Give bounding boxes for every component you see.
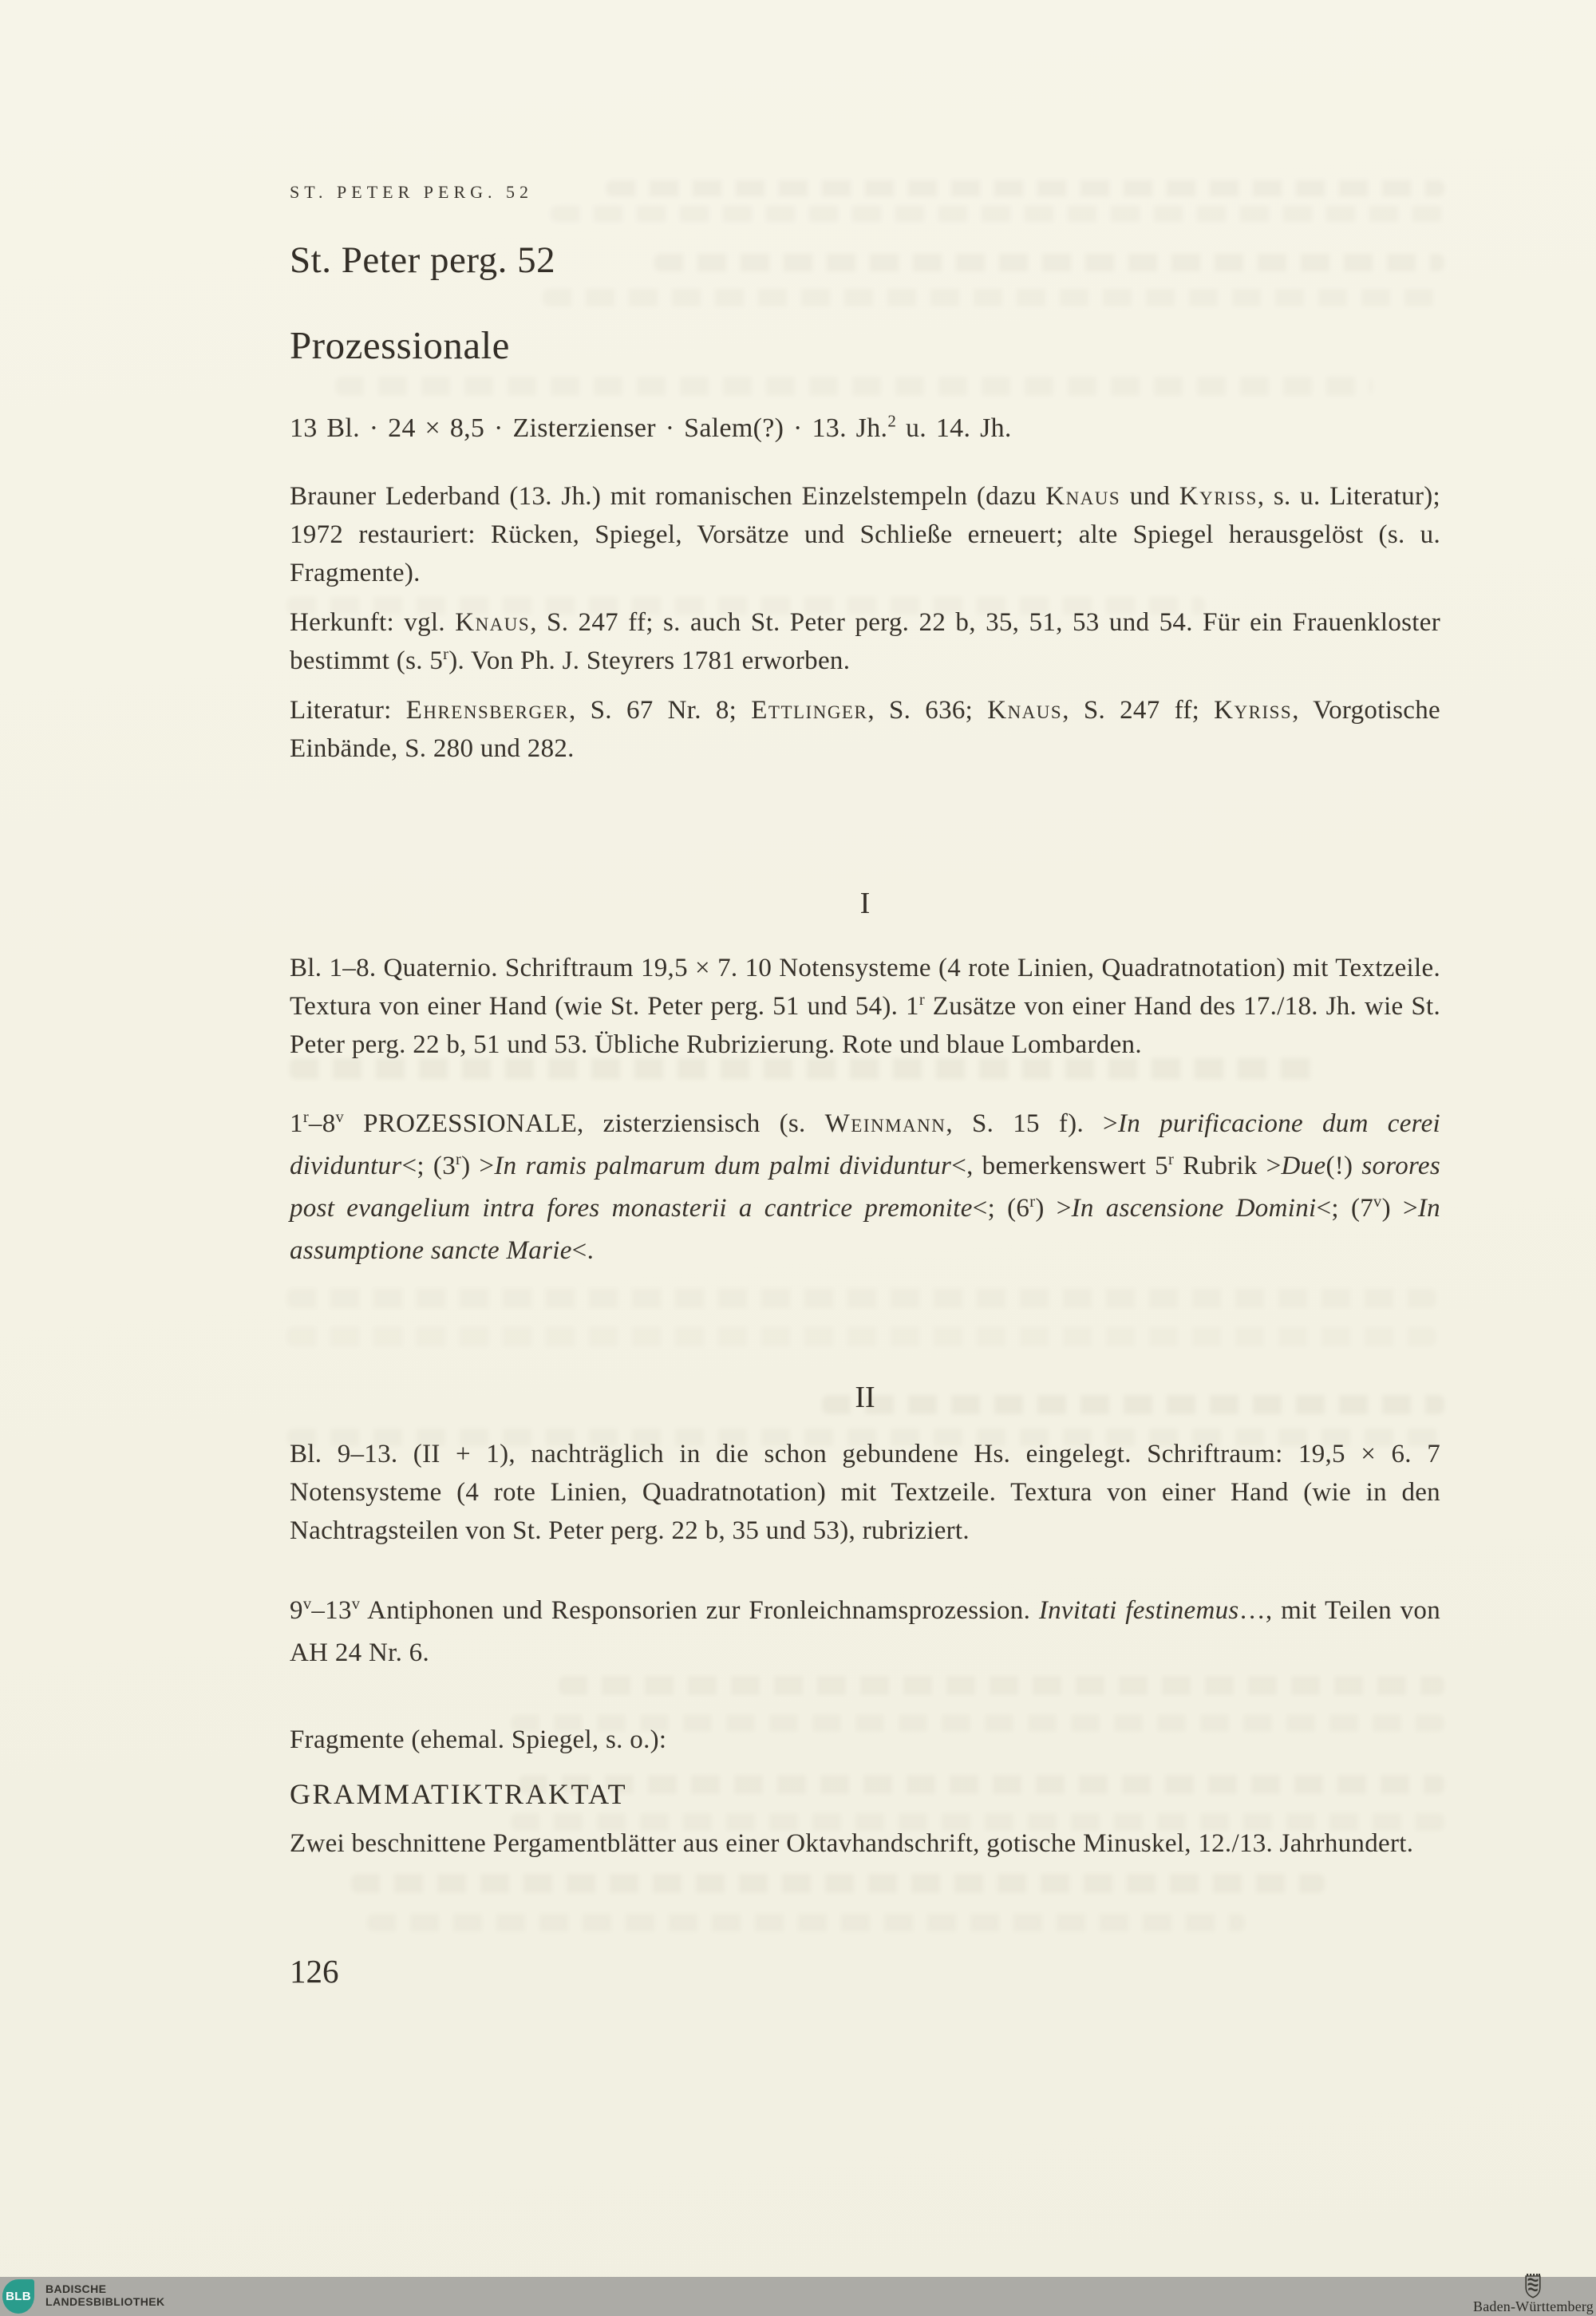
fragment-title: GRAMMATIKTRAKTAT [290,1778,628,1810]
blb-logo-icon [2,2279,34,2314]
fragments-intro: Fragmente (ehemal. Spiegel, s. o.): [290,1725,667,1754]
blb-logo-text: BLB [6,2290,31,2303]
running-head: ST. PETER PERG. 52 [290,182,534,202]
show-through-line [543,289,1444,306]
work-title: Prozessionale [290,323,510,367]
provenance-paragraph: Herkunft: vgl. Knaus, S. 247 ff; s. auch St. Peter perg. 22 b, 35, 51, 53 und 54. Für ein Frauenkloster bestimmt (s. 5$^r$). Von Ph. J. Steyrers 1781 erworben. [290,608,1440,675]
library-name [45,2282,165,2308]
literature-paragraph: Literatur: Ehrensberger, S. 67 Nr. 8; Ettlinger, S. 636; Knaus, S. 247 ff; Kyriss, Vorgotische Einbände, S. 280 und 282. [290,696,1440,763]
page-number: 126 [290,1953,339,1990]
shelfmark-title: St. Peter perg. 52 [290,239,556,281]
fragment-description: Zwei beschnittene Pergamentblätter aus einer Oktavhandschrift, gotische Minuskel, 12./13. Jahrhundert. [290,1829,1414,1858]
baden-wuerttemberg-arms-icon [1525,2274,1541,2298]
show-through-line [287,1289,1436,1308]
section-2-codicology: Bl. 9–13. (II + 1), nachträglich in die schon gebundene Hs. eingelegt. Schriftraum: 19,5 × 6. 7 Notensysteme (4 rote Linien, Quadratnotation) mit Textzeile. Textura von einer Hand (wie in den Nachtragsteilen von St. Peter perg. 22 b, 35 und 53), rubriziert. [290,1440,1440,1545]
library-name-line1: BADISCHE [45,2282,107,2295]
show-through-line [351,1874,1325,1893]
binding-paragraph: Brauner Lederband (13. Jh.) mit romanischen Einzelstempeln (dazu Knaus und Kyriss, s. u. Literatur); 1972 restauriert: Rücken, Spiegel, Vorsätze und Schließe erneuert; alte Spiegel herausgelöst (s. u. Fragmente). [290,482,1440,587]
show-through-line [287,1327,1436,1346]
show-through-line [335,377,1373,396]
section-1-contents: 1$^r$–8$^v$ PROZESSIONALE, zisterziensisch (s. Weinmann, S. 15 f). >In purificacione dum cerei dividuntur<; $(3^r) >In$ ramis palmarum dum palmi dividuntur<, bemerkenswert 5$^r$ Rubrik >Due(!) sorores post evangelium intra fores monasterii a cantrice premonite<; $(6^r) >In$ ascensione Domini<; $(7^v) >In$ assumptione sancte Marie<. [290,1109,1440,1265]
state-logo [1473,2274,1594,2314]
show-through-line [559,1676,1444,1695]
section-2-contents: 9$^v$–13$^v$ Antiphonen und Responsorien zur Fronleichnamsprozession. Invitati festinemus…, mit Teilen von AH 24 Nr. 6. [290,1595,1441,1667]
section-1-heading: I [859,887,871,920]
state-name: Baden-Württemberg [1472,2298,1594,2314]
section-2-heading: II [855,1381,875,1414]
footer-bar [0,2277,1596,2316]
library-name-line2: LANDESBIBLIOTHEK [45,2295,165,2308]
section-1-codicology: Bl. 1–8. Quaternio. Schriftraum 19,5 × 7. 10 Notensysteme (4 rote Linien, Quadratnotation) mit Textzeile. Textura von einer Hand (wie St. Peter perg. 51 und 54). 1$^r$ Zusätze von einer Hand des 17./18. Jh. wie St. Peter perg. 22 b, 51 und 53. Übliche Rubrizierung. Rote und blaue Lombarden. [290,954,1441,1059]
show-through-line [367,1914,1245,1931]
show-through-line [551,206,1444,222]
codicological-summary: 13 Bl. · 24 × 8,5 · Zisterzienser · Salem(?) · 13. Jh.$^2$ u. 14. Jh. [290,411,1012,443]
